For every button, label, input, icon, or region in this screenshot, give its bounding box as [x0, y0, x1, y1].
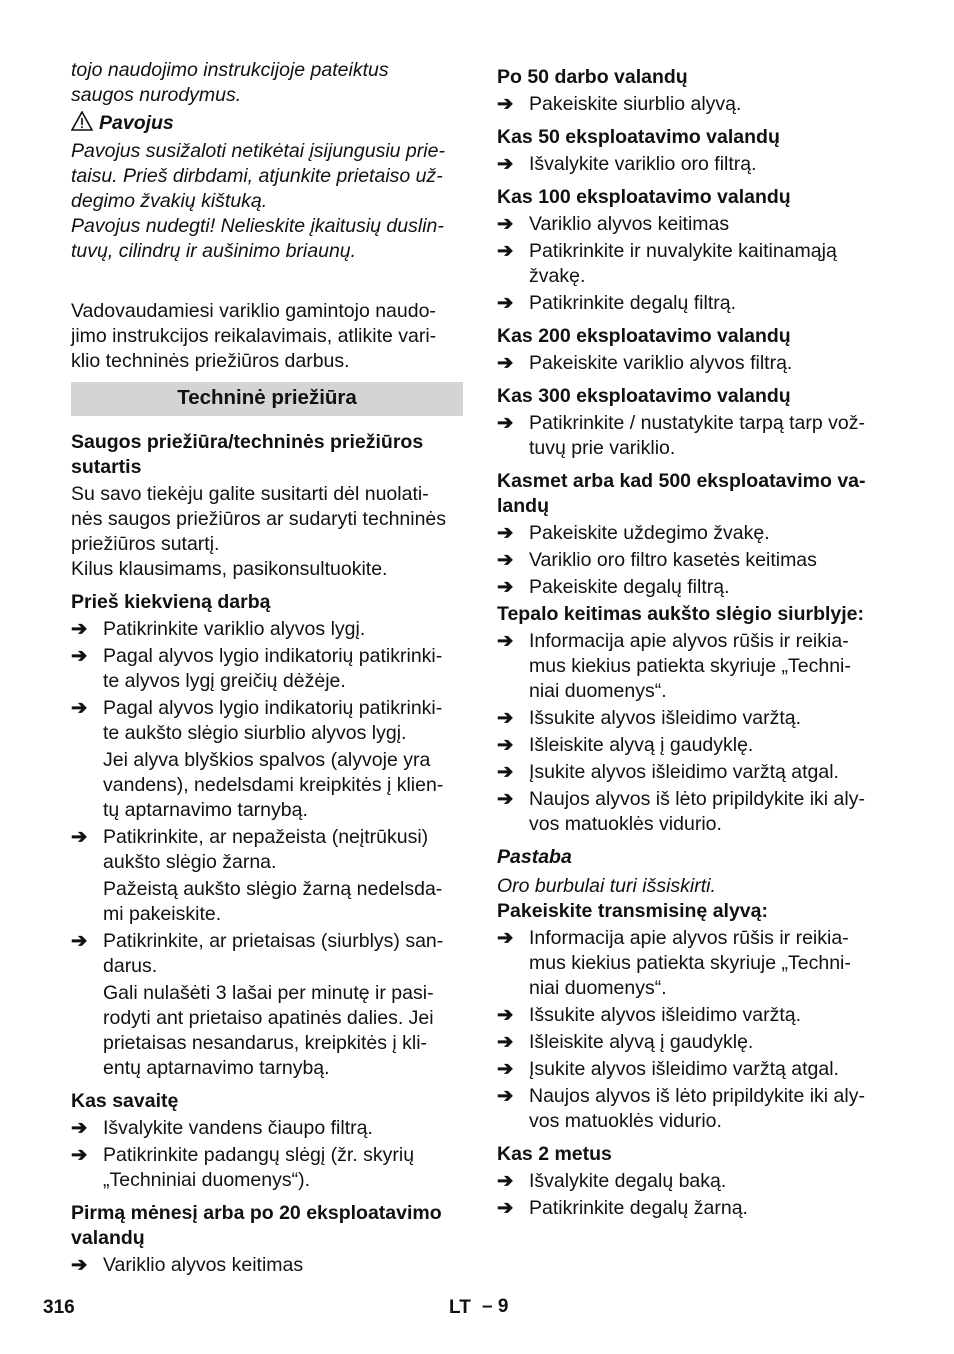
list-item	[71, 825, 463, 875]
month-list	[71, 1253, 463, 1278]
list-50-work	[497, 92, 889, 117]
item-line: Išleiskite alyvą į gaudyklę.	[529, 1031, 754, 1053]
note-block	[71, 748, 463, 823]
heading-300: Kas 300 eksploatavimo valandų	[497, 385, 791, 407]
text-line: Su savo tiekėju galite susitarti dėl nuolati-	[71, 483, 429, 505]
heading-line: Pirmą mėnesį arba po 20 eksploatavimo	[71, 1202, 442, 1224]
list-item	[497, 760, 889, 785]
item-line: Įsukite alyvos išleidimo varžtą atgal.	[529, 1058, 839, 1080]
list-item	[497, 1169, 889, 1194]
item-line: Įsukite alyvos išleidimo varžtą atgal.	[529, 761, 839, 783]
weekly-list	[71, 1116, 463, 1193]
right-column	[497, 58, 889, 1221]
list-transmission	[497, 926, 889, 1134]
contract-heading	[71, 430, 463, 480]
note-line: Pažeistą aukšto slėgio žarną nedelsda-	[103, 878, 443, 900]
arrow-icon: ➔	[497, 153, 514, 175]
note-line: rodyti ant prietaiso apatinės dalies. Jei	[103, 1007, 434, 1029]
arrow-icon: ➔	[71, 697, 88, 719]
list-item	[497, 926, 889, 1001]
arrow-icon: ➔	[71, 826, 88, 848]
item-line: Patikrinkite variklio alyvos lygį.	[103, 618, 366, 640]
item-line: Išsukite alyvos išleidimo varžtą.	[529, 707, 802, 729]
page-number: 316	[43, 1297, 75, 1318]
arrow-icon: ➔	[497, 522, 514, 544]
item-line: Pakeiskite degalų filtrą.	[529, 576, 730, 598]
text-line: Kilus klausimams, pasikonsultuokite.	[71, 558, 388, 580]
list-item	[71, 696, 463, 746]
item-line: Variklio alyvos keitimas	[103, 1254, 304, 1276]
list-item	[71, 1143, 463, 1193]
arrow-icon: ➔	[497, 788, 514, 810]
item-line: niai duomenys“.	[529, 977, 667, 999]
arrow-icon: ➔	[497, 707, 514, 729]
section-title: Techninė priežiūra	[71, 382, 463, 416]
list-item	[497, 351, 889, 376]
item-line: Pakeiskite uždegimo žvakę.	[529, 522, 770, 544]
item-line: Patikrinkite padangų slėgį (žr. skyrių	[103, 1144, 415, 1166]
arrow-icon: ➔	[497, 734, 514, 756]
note-line: Gali nulašėti 3 lašai per minutę ir pasi-	[103, 982, 434, 1004]
item-line: Išsukite alyvos išleidimo varžtą.	[529, 1004, 802, 1026]
heading-50: Kas 50 eksploatavimo valandų	[497, 126, 780, 148]
item-line: Patikrinkite, ar prietaisas (siurblys) san-	[103, 930, 444, 952]
list-200	[497, 351, 889, 376]
warning-line: tuvų, cilindrų ir aušinimo briaunų.	[71, 240, 357, 262]
heading-transmission: Pakeiskite transmisinę alyvą:	[497, 900, 768, 922]
arrow-icon: ➔	[497, 240, 514, 262]
heading-100: Kas 100 eksploatavimo valandų	[497, 186, 791, 208]
item-line: mus kiekius patiekta skyriuje „Techni-	[529, 655, 851, 677]
arrow-icon: ➔	[497, 1031, 514, 1053]
intro-paragraph	[71, 299, 463, 374]
intro-line: tojo naudojimo instrukcijoje pateiktus	[71, 59, 389, 81]
list-item	[71, 617, 463, 642]
footer-lang: LT	[449, 1297, 471, 1318]
arrow-icon: ➔	[497, 549, 514, 571]
list-item	[497, 733, 889, 758]
list-item	[71, 644, 463, 694]
item-line: niai duomenys“.	[529, 680, 667, 702]
arrow-icon: ➔	[497, 1004, 514, 1026]
item-line: Pagal alyvos lygio indikatorių patikrinki-	[103, 697, 443, 719]
item-line: Patikrinkite / nustatykite tarpą tarp vož-	[529, 412, 865, 434]
heading-line: valandų	[71, 1227, 145, 1249]
item-line: Pakeiskite siurblio alyvą.	[529, 93, 742, 115]
para-line: jimo instrukcijos reikalavimais, atlikite vari-	[71, 325, 437, 347]
arrow-icon: ➔	[497, 761, 514, 783]
item-line: „Techniniai duomenys“).	[103, 1169, 311, 1191]
item-line: vos matuoklės vidurio.	[529, 813, 722, 835]
list-item	[497, 92, 889, 117]
note-line: Jei alyva blyškios spalvos (alyvoje yra	[103, 749, 431, 771]
arrow-icon: ➔	[497, 576, 514, 598]
list-item	[497, 629, 889, 704]
heading-50-work: Po 50 darbo valandų	[497, 66, 688, 88]
item-line: Patikrinkite ir nuvalykite kaitinamąją	[529, 240, 837, 262]
arrow-icon: ➔	[497, 1170, 514, 1192]
arrow-icon: ➔	[497, 927, 514, 949]
arrow-icon: ➔	[71, 1144, 88, 1166]
list-item	[497, 787, 889, 837]
list-300	[497, 411, 889, 461]
list-item	[497, 291, 889, 316]
list-pump-oil	[497, 629, 889, 837]
before-heading: Prieš kiekvieną darbą	[71, 591, 271, 613]
arrow-icon: ➔	[71, 930, 88, 952]
para-line: klio techninės priežiūros darbus.	[71, 350, 350, 372]
note-line: vandens), nedelsdami kreipkitės į klien-	[103, 774, 444, 796]
note-text: Oro burbulai turi išsiskirti.	[497, 875, 716, 897]
item-line: aukšto slėgio žarna.	[103, 851, 277, 873]
note-block	[71, 877, 463, 927]
item-line: Variklio oro filtro kasetės keitimas	[529, 549, 817, 571]
item-line: Patikrinkite degalų žarną.	[529, 1197, 748, 1219]
month-heading	[71, 1201, 463, 1251]
note-line: prietaisas nesandarus, kreipkitės į kli-	[103, 1032, 428, 1054]
note-line: tų aptarnavimo tarnybą.	[103, 799, 308, 821]
list-item	[497, 521, 889, 546]
list-500	[497, 521, 889, 600]
before-list	[71, 617, 463, 746]
para-line: Vadovaudamiesi variklio gamintojo naudo-	[71, 300, 436, 322]
arrow-icon: ➔	[497, 352, 514, 374]
warning-line: degimo žvakių kištuką.	[71, 190, 268, 212]
arrow-icon: ➔	[497, 213, 514, 235]
item-line: Informacija apie alyvos rūšis ir reikia-	[529, 927, 849, 949]
list-item	[497, 706, 889, 731]
item-line: Išvalykite degalų baką.	[529, 1170, 727, 1192]
item-line: vos matuoklės vidurio.	[529, 1110, 722, 1132]
list-item	[497, 1003, 889, 1028]
item-line: Išvalykite vandens čiaupo filtrą.	[103, 1117, 373, 1139]
warning-line: Pavojus susižaloti netikėtai įsijungusiu prie-	[71, 140, 445, 162]
item-line: Naujos alyvos iš lėto pripildykite iki aly-	[529, 1085, 865, 1107]
footer-subpage: – 9	[482, 1296, 509, 1317]
item-line: Pagal alyvos lygio indikatorių patikrinki-	[103, 645, 443, 667]
arrow-icon: ➔	[71, 1117, 88, 1139]
item-line: Išleiskite alyvą į gaudyklę.	[529, 734, 754, 756]
item-line: Pakeiskite variklio alyvos filtrą.	[529, 352, 793, 374]
heading-500	[497, 469, 889, 519]
list-item	[71, 1253, 463, 1278]
list-item	[71, 1116, 463, 1141]
item-line: darus.	[103, 955, 158, 977]
item-line: Patikrinkite, ar nepažeista (neįtrūkusi)	[103, 826, 429, 848]
arrow-icon: ➔	[497, 1058, 514, 1080]
note-line: mi pakeiskite.	[103, 903, 222, 925]
list-item	[497, 411, 889, 461]
list-item	[497, 1030, 889, 1055]
heading-200: Kas 200 eksploatavimo valandų	[497, 325, 791, 347]
arrow-icon: ➔	[71, 645, 88, 667]
arrow-icon: ➔	[497, 630, 514, 652]
warning-heading	[71, 111, 463, 136]
warning-triangle-icon	[71, 111, 93, 131]
arrow-icon: ➔	[497, 412, 514, 434]
list-item	[71, 929, 463, 979]
item-line: mus kiekius patiekta skyriuje „Techni-	[529, 952, 851, 974]
note-title: Pastaba	[497, 846, 572, 868]
warning-text	[71, 139, 463, 264]
note-block	[71, 981, 463, 1081]
item-line: te aukšto slėgio siurblio alyvos lygį.	[103, 722, 407, 744]
warning-title: Pavojus	[99, 112, 174, 134]
item-line: žvakę.	[529, 265, 586, 287]
before-list	[71, 825, 463, 875]
text-line: priežiūros sutartį.	[71, 533, 220, 555]
arrow-icon: ➔	[71, 618, 88, 640]
list-item	[497, 239, 889, 289]
item-line: Patikrinkite degalų filtrą.	[529, 292, 737, 314]
arrow-icon: ➔	[497, 1085, 514, 1107]
list-item	[497, 212, 889, 237]
text-line: nės saugos priežiūros ar sudaryti techninės	[71, 508, 447, 530]
list-2-years	[497, 1169, 889, 1221]
heading-pump-oil: Tepalo keitimas aukšto slėgio siurblyje:	[497, 603, 865, 625]
arrow-icon: ➔	[497, 292, 514, 314]
item-line: te alyvos lygį greičių dėžėje.	[103, 670, 346, 692]
item-line: Informacija apie alyvos rūšis ir reikia-	[529, 630, 849, 652]
list-item	[497, 1057, 889, 1082]
warning-line: Pavojus nudegti! Nelieskite įkaitusių duslin-	[71, 215, 444, 237]
weekly-heading: Kas savaitę	[71, 1090, 179, 1112]
item-line: tuvų prie variklio.	[529, 437, 676, 459]
intro-line: saugos nurodymus.	[71, 84, 242, 106]
list-item	[497, 152, 889, 177]
heading-line: Kasmet arba kad 500 eksploatavimo va-	[497, 470, 866, 492]
list-item	[497, 548, 889, 573]
heading-line: sutartis	[71, 456, 142, 478]
left-column	[71, 58, 463, 1278]
arrow-icon: ➔	[497, 93, 514, 115]
list-item	[497, 1196, 889, 1221]
heading-2-years: Kas 2 metus	[497, 1143, 612, 1165]
warning-line: taisu. Prieš dirbdami, atjunkite prietaiso už-	[71, 165, 443, 187]
heading-line: landų	[497, 495, 549, 517]
arrow-icon: ➔	[497, 1197, 514, 1219]
contract-text	[71, 482, 463, 582]
arrow-icon: ➔	[71, 1254, 88, 1276]
list-100	[497, 212, 889, 316]
heading-line: Saugos priežiūra/techninės priežiūros	[71, 431, 424, 453]
item-line: Variklio alyvos keitimas	[529, 213, 730, 235]
list-item	[497, 1084, 889, 1134]
note-line: entų aptarnavimo tarnybą.	[103, 1057, 330, 1079]
item-line: Išvalykite variklio oro filtrą.	[529, 153, 757, 175]
list-item	[497, 575, 889, 600]
list-50	[497, 152, 889, 177]
before-list	[71, 929, 463, 979]
item-line: Naujos alyvos iš lėto pripildykite iki aly-	[529, 788, 865, 810]
